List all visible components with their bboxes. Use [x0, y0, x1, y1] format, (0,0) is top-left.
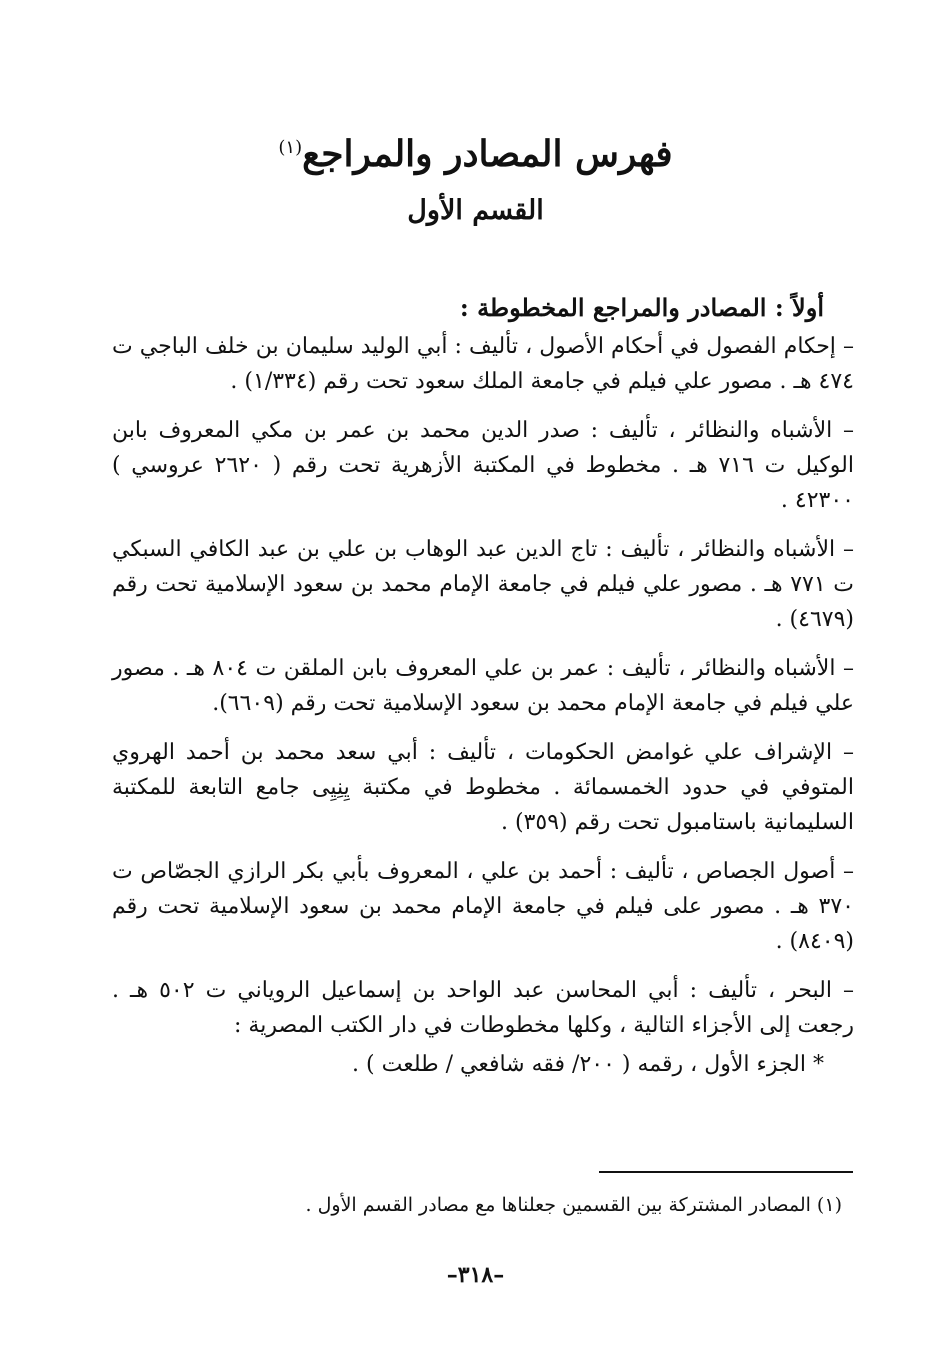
- section-heading: أولاً : المصادر والمراجع المخطوطة :: [459, 293, 824, 322]
- footnote: (١) المصادر المشتركة بين القسمين جعلناها مع مصادر القسم الأول .: [305, 1194, 842, 1216]
- bibliography-entry-5: – الإشراف علي غوامض الحكومات ، تأليف : أبي سعد محمد بن أحمد الهروي المتوفي في حدود الخمسمائة . مخطوط في مكتبة يِنِيِى جامع التابعة للمكتبة السليمانية باستامبول تحت رقم (٣٥٩) .: [112, 740, 854, 835]
- page-title: [0, 133, 951, 176]
- footnote-divider: [599, 1171, 853, 1173]
- title-footnote-mark: (١): [278, 137, 303, 158]
- bibliography-entry-2: – الأشباه والنظائر ، تأليف : صدر الدين محمد بن عمر بن مكي المعروف بابن الوكيل ت ٧١٦ هـ . مخطوط في المكتبة الأزهرية تحت رقم ( ٢٦٢٠ عروسي ) ٤٢٣٠٠ .: [112, 418, 854, 513]
- bibliography-entry-3: – الأشباه والنظائر ، تأليف : تاج الدين عبد الوهاب بن علي بن عبد الكافي السبكي ت ٧٧١ هـ . مصور علي فيلم في جامعة الإمام محمد بن سعود الإسلامية تحت رقم (٤٦٧٩) .: [112, 537, 854, 632]
- bibliography-entry-1: – إحكام الفصول في أحكام الأصول ، تأليف : أبي الوليد سليمان بن خلف الباجي ت ٤٧٤ هـ . مصور علي فيلم في جامعة الملك سعود تحت رقم (١/٣٣٤) .: [112, 334, 854, 394]
- bibliography-list: [112, 290, 854, 1082]
- bibliography-entry-7: – البحر ، تأليف : أبي المحاسن عبد الواحد بن إسماعيل الروياني ت ٥٠٢ هـ . رجعت إلى الأجزاء التالية ، وكلها مخطوطات في دار الكتب المصرية :: [112, 978, 854, 1038]
- bibliography-sub-item-1: * الجزء الأول ، رقمه ( ٢٠٠/ فقه شافعي / طلعت ) .: [352, 1052, 824, 1077]
- page-subtitle: القسم الأول: [407, 195, 544, 226]
- bibliography-entry-4: – الأشباه والنظائر ، تأليف : عمر بن علي المعروف بابن الملقن ت ٨٠٤ هـ . مصور علي فيلم في جامعة الإمام محمد بن سعود الإسلامية تحت رقم (٦٦٠٩).: [112, 656, 854, 716]
- page-title-text: فهرس المصادر والمراجع: [302, 133, 673, 175]
- bibliography-entry-6: – أصول الجصاص ، تأليف : أحمد بن علي ، المعروف بأبي بكر الرازي الجصّاص ت ٣٧٠ هـ . مصور على فيلم في جامعة الإمام محمد بن سعود الإسلامية تحت رقم (٨٤٠٩) .: [112, 859, 855, 954]
- page-number: –٣١٨–: [446, 1262, 505, 1288]
